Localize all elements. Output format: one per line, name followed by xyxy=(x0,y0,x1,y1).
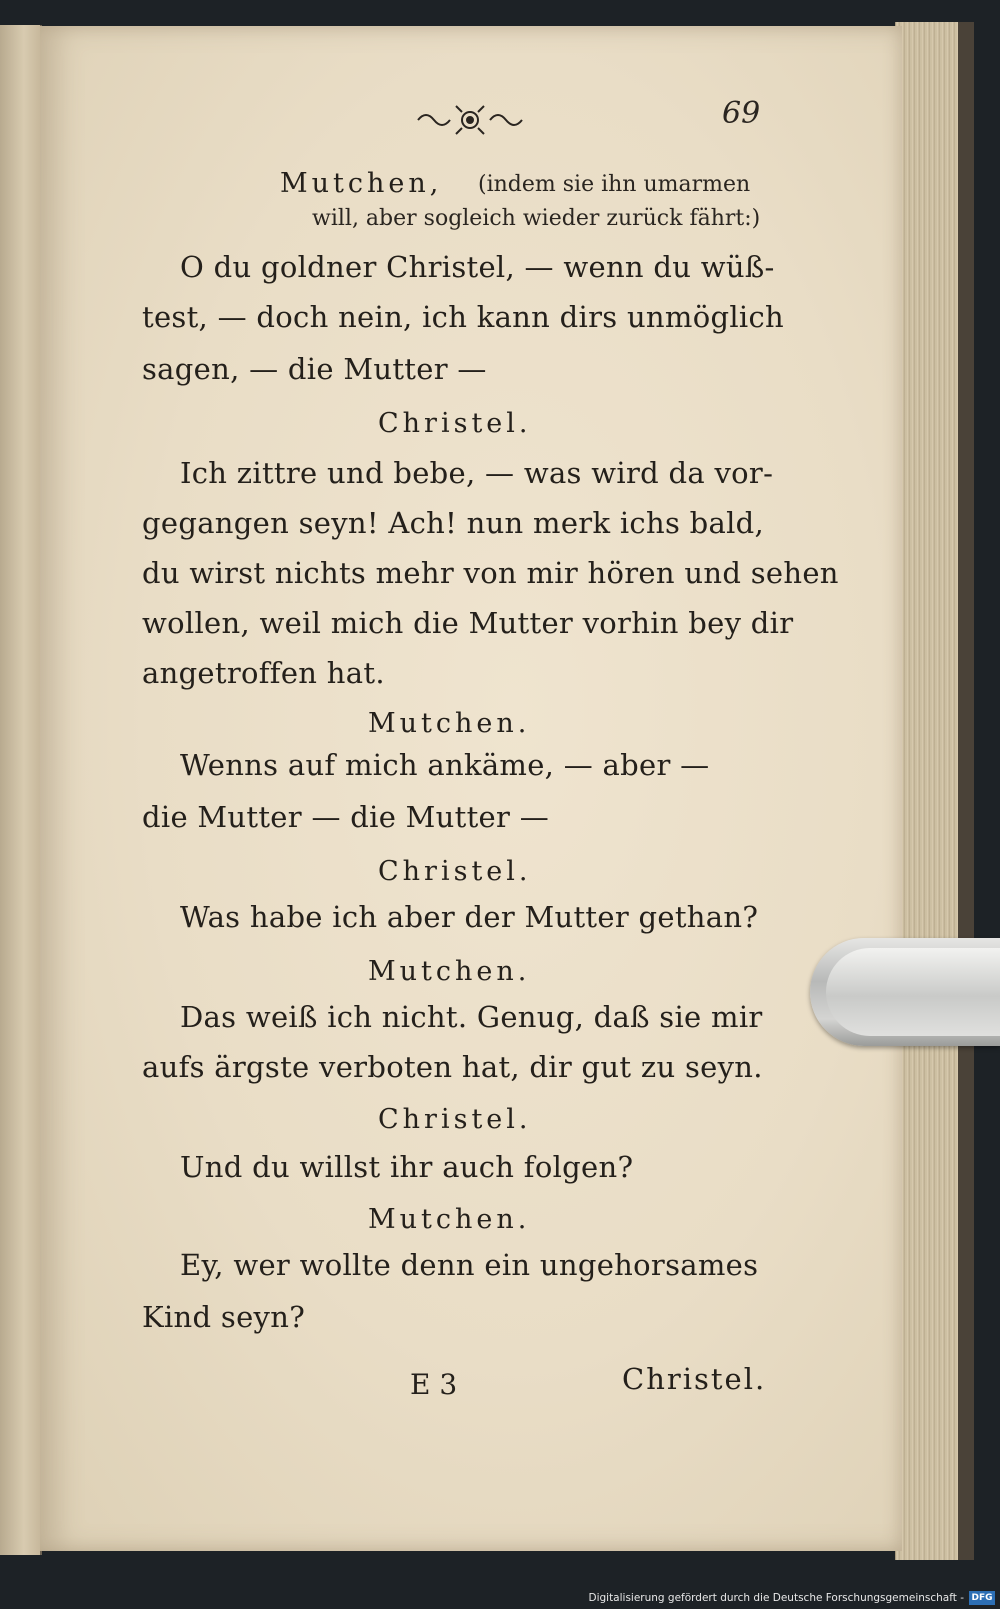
speaker-name: Mutchen. xyxy=(368,956,531,987)
speaker-name: Mutchen. xyxy=(368,1204,531,1235)
text-line: gegangen seyn! Ach! nun merk ichs bald, xyxy=(142,506,765,540)
text-line: O du goldner Christel, — wenn du wüß- xyxy=(180,250,775,284)
text-line: wollen, weil mich die Mutter vorhin bey dir xyxy=(142,606,794,640)
speaker-name: Christel. xyxy=(378,1104,532,1135)
page-clip-highlight xyxy=(826,948,1000,1036)
text-line: sagen, — die Mutter — xyxy=(142,352,487,386)
speaker-name: Christel. xyxy=(378,856,532,887)
text-line: Ey, wer wollte denn ein ungehorsames xyxy=(180,1248,759,1282)
speaker-name: Mutchen. xyxy=(368,708,531,739)
stage-direction-line: will, aber sogleich wieder zurück fährt:) xyxy=(312,206,761,231)
text-line: die Mutter — die Mutter — xyxy=(142,800,550,834)
stage-direction-speaker: Mutchen, xyxy=(280,168,443,199)
text-line: test, — doch nein, ich kann dirs unmöglich xyxy=(142,300,784,334)
text-line: Ich zittre und bebe, — was wird da vor- xyxy=(180,456,774,490)
book-cover-edge xyxy=(958,22,974,1560)
ornament-icon xyxy=(410,100,530,140)
speaker-name: Christel. xyxy=(378,408,532,439)
text-line: Wenns auf mich ankäme, — aber — xyxy=(180,748,710,782)
stage-direction-line: (indem sie ihn umarmen xyxy=(478,172,751,197)
signature-mark: E 3 xyxy=(410,1368,458,1401)
text-line: Das weiß ich nicht. Genug, daß sie mir xyxy=(180,1000,763,1034)
page-number: 69 xyxy=(722,96,761,131)
text-line: aufs ärgste verboten hat, dir gut zu seyn. xyxy=(142,1050,763,1084)
dfg-logo: DFG xyxy=(969,1591,995,1605)
text-line: Kind seyn? xyxy=(142,1300,306,1334)
text-line: Und du willst ihr auch folgen? xyxy=(180,1150,634,1184)
text-line: du wirst nichts mehr von mir hören und sehen xyxy=(142,556,839,590)
digitization-credit: Digitalisierung gefördert durch die Deutsche Forschungsgemeinschaft - xyxy=(588,1592,964,1604)
text-line: Was habe ich aber der Mutter gethan? xyxy=(180,900,759,934)
catchword: Christel. xyxy=(622,1362,767,1396)
left-page-edge xyxy=(0,25,42,1555)
text-line: angetroffen hat. xyxy=(142,656,385,690)
